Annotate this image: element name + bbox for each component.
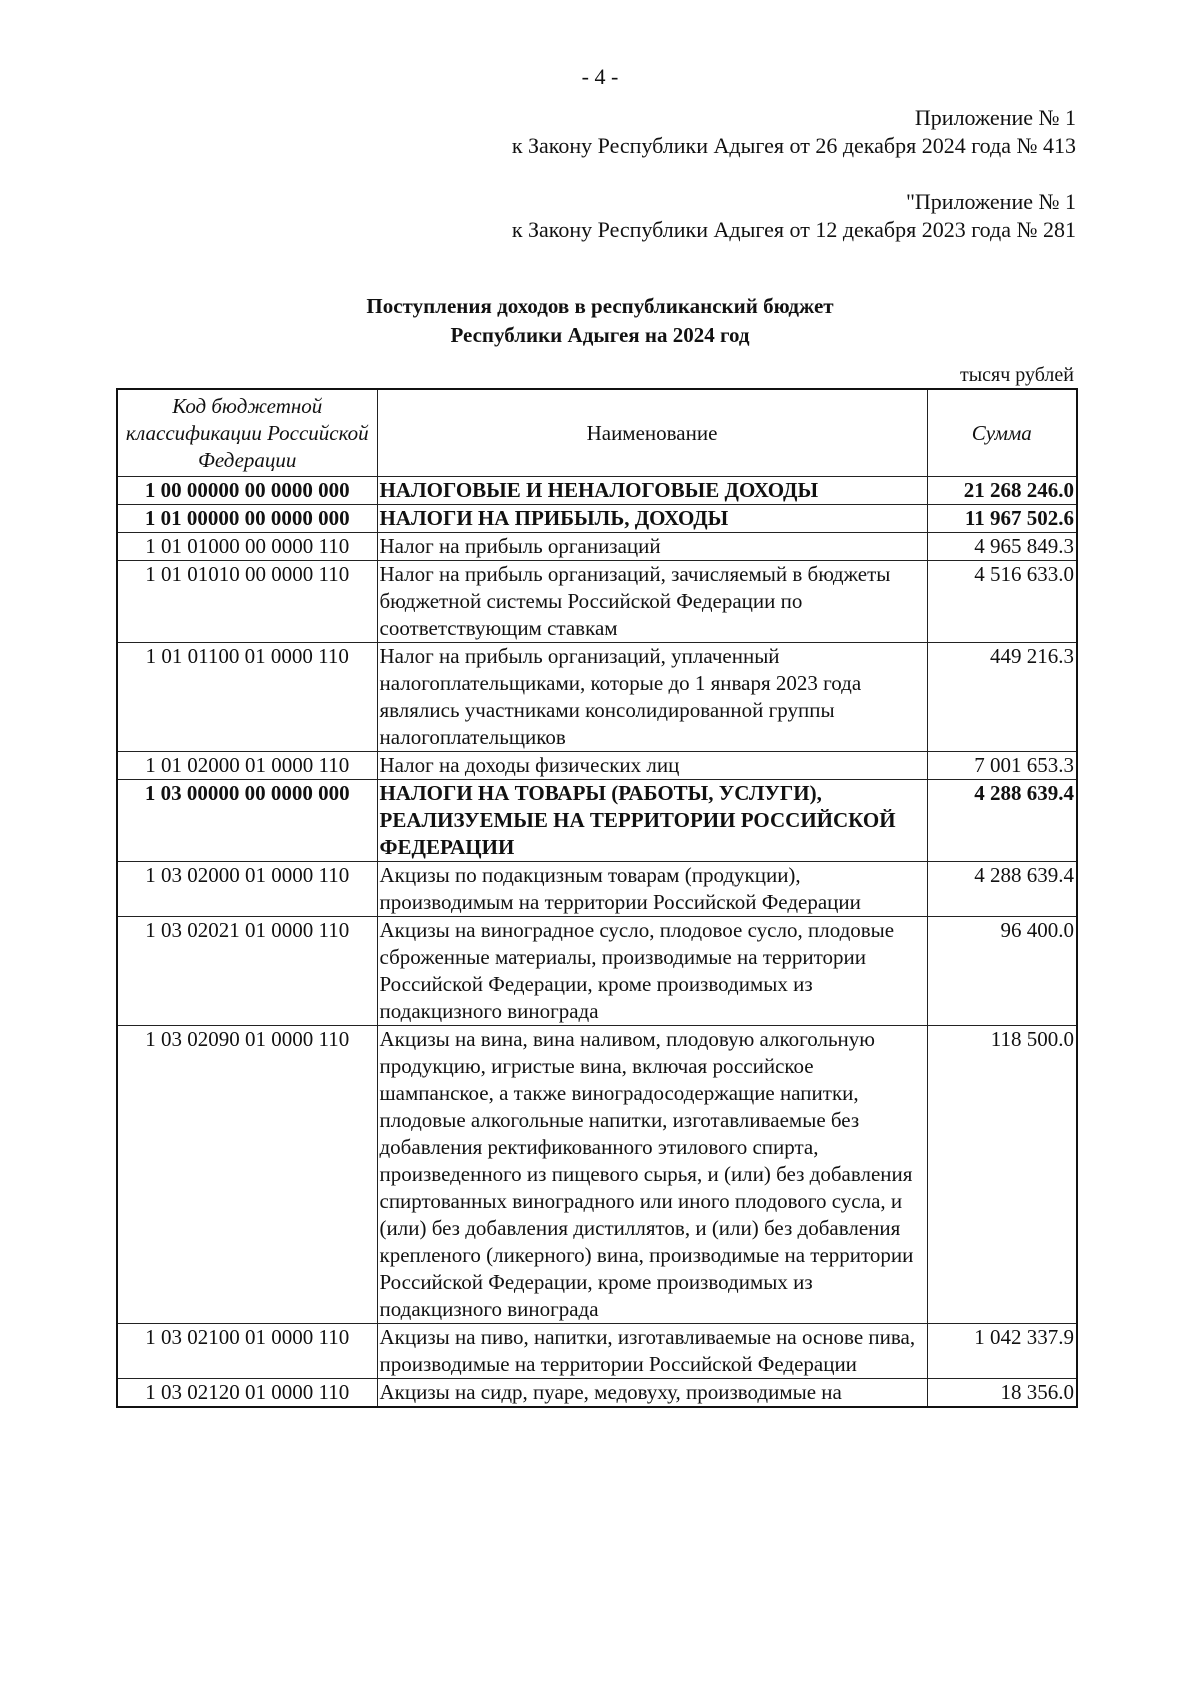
- appendix-line: к Закону Республики Адыгея от 12 декабря 2023 года № 281: [511, 217, 1076, 242]
- table-header-row: [117, 389, 1077, 477]
- page-number: - 4 -: [581, 64, 619, 89]
- row-name: Акцизы на виноградное сусло, плодовое сусло, плодовые сброженные материалы, производимые на территории Российской Федерации, кроме производимых из подакцизного винограда: [377, 917, 927, 1026]
- budget-table: [116, 388, 1078, 1408]
- row-code: 1 03 02120 01 0000 110: [117, 1379, 377, 1408]
- table-row: [117, 643, 1077, 752]
- row-code: 1 03 02090 01 0000 110: [117, 1026, 377, 1324]
- row-sum: 4 516 633.0: [927, 561, 1077, 643]
- row-name: НАЛОГОВЫЕ И НЕНАЛОГОВЫЕ ДОХОДЫ: [377, 477, 927, 505]
- appendix-line: "Приложение № 1: [905, 189, 1076, 214]
- row-sum: 7 001 653.3: [927, 752, 1077, 780]
- row-code: 1 01 01000 00 0000 110: [117, 533, 377, 561]
- row-name: Акцизы на сидр, пуаре, медовуху, производимые на: [377, 1379, 927, 1408]
- row-name: Акцизы по подакцизным товарам (продукции), производимым на территории Российской Федерации: [377, 862, 927, 917]
- row-code: 1 03 02100 01 0000 110: [117, 1324, 377, 1379]
- title-line: Поступления доходов в республиканский бюджет: [366, 294, 834, 318]
- row-code: 1 03 02000 01 0000 110: [117, 862, 377, 917]
- row-sum: 1 042 337.9: [927, 1324, 1077, 1379]
- row-code: 1 01 00000 00 0000 000: [117, 505, 377, 533]
- row-code: 1 03 02021 01 0000 110: [117, 917, 377, 1026]
- row-code: 1 00 00000 00 0000 000: [117, 477, 377, 505]
- appendix-line: Приложение № 1: [914, 105, 1076, 130]
- row-sum: 118 500.0: [927, 1026, 1077, 1324]
- row-name: Налог на прибыль организаций: [377, 533, 927, 561]
- row-sum: 4 288 639.4: [927, 862, 1077, 917]
- table-row: [117, 862, 1077, 917]
- row-sum: 18 356.0: [927, 1379, 1077, 1408]
- row-name: НАЛОГИ НА ТОВАРЫ (РАБОТЫ, УСЛУГИ), РЕАЛИЗУЕМЫЕ НА ТЕРРИТОРИИ РОССИЙСКОЙ ФЕДЕРАЦИИ: [377, 780, 927, 862]
- row-code: 1 01 02000 01 0000 110: [117, 752, 377, 780]
- row-name: Акцизы на пиво, напитки, изготавливаемые на основе пива, производимые на территории Российской Федерации: [377, 1324, 927, 1379]
- row-name: Налог на прибыль организаций, зачисляемый в бюджеты бюджетной системы Российской Федерации по соответствующим ставкам: [377, 561, 927, 643]
- header-code: Код бюджетной классификации Российской Федерации: [117, 389, 377, 477]
- title-line: Республики Адыгея на 2024 год: [450, 323, 750, 347]
- row-sum: 21 268 246.0: [927, 477, 1077, 505]
- table-row: [117, 780, 1077, 862]
- row-code: 1 01 01100 01 0000 110: [117, 643, 377, 752]
- table-row: [117, 1026, 1077, 1324]
- table-row: [117, 533, 1077, 561]
- row-sum: 4 965 849.3: [927, 533, 1077, 561]
- table-row: [117, 1379, 1077, 1408]
- row-name: Налог на доходы физических лиц: [377, 752, 927, 780]
- table-row: [117, 752, 1077, 780]
- table-row: [117, 561, 1077, 643]
- row-sum: 11 967 502.6: [927, 505, 1077, 533]
- row-sum: 96 400.0: [927, 917, 1077, 1026]
- row-name: Налог на прибыль организаций, уплаченный налогоплательщиками, которые до 1 января 2023 года являлись участниками консолидированной группы налогоплательщиков: [377, 643, 927, 752]
- table-row: [117, 505, 1077, 533]
- appendix-reference: [512, 188, 1076, 244]
- row-code: 1 01 01010 00 0000 110: [117, 561, 377, 643]
- unit-label: тысяч рублей: [959, 364, 1074, 386]
- appendix-reference: [512, 104, 1076, 160]
- row-name: Акцизы на вина, вина наливом, плодовую алкогольную продукцию, игристые вина, включая российское шампанское, а также виноградосодержащие напитки, плодовые алкогольные напитки, изготавливаемые без добавления ректификованного этилового спирта, произведенного из пищевого сырья, и (или) без добавления спиртованных виноградного или иного плодового сусла, и (или) без добавления дистиллятов, и (или) без добавления крепленого (ликерного) вина, производимые на территории Российской Федерации, кроме производимых из подакцизного винограда: [377, 1026, 927, 1324]
- document-title: [0, 292, 1200, 350]
- row-sum: 449 216.3: [927, 643, 1077, 752]
- row-sum: 4 288 639.4: [927, 780, 1077, 862]
- table-row: [117, 917, 1077, 1026]
- row-code: 1 03 00000 00 0000 000: [117, 780, 377, 862]
- header-sum: Сумма: [927, 389, 1077, 477]
- table-row: [117, 1324, 1077, 1379]
- appendix-line: к Закону Республики Адыгея от 26 декабря 2024 года № 413: [511, 133, 1076, 158]
- row-name: НАЛОГИ НА ПРИБЫЛЬ, ДОХОДЫ: [377, 505, 927, 533]
- table-row: [117, 477, 1077, 505]
- header-name: Наименование: [377, 389, 927, 477]
